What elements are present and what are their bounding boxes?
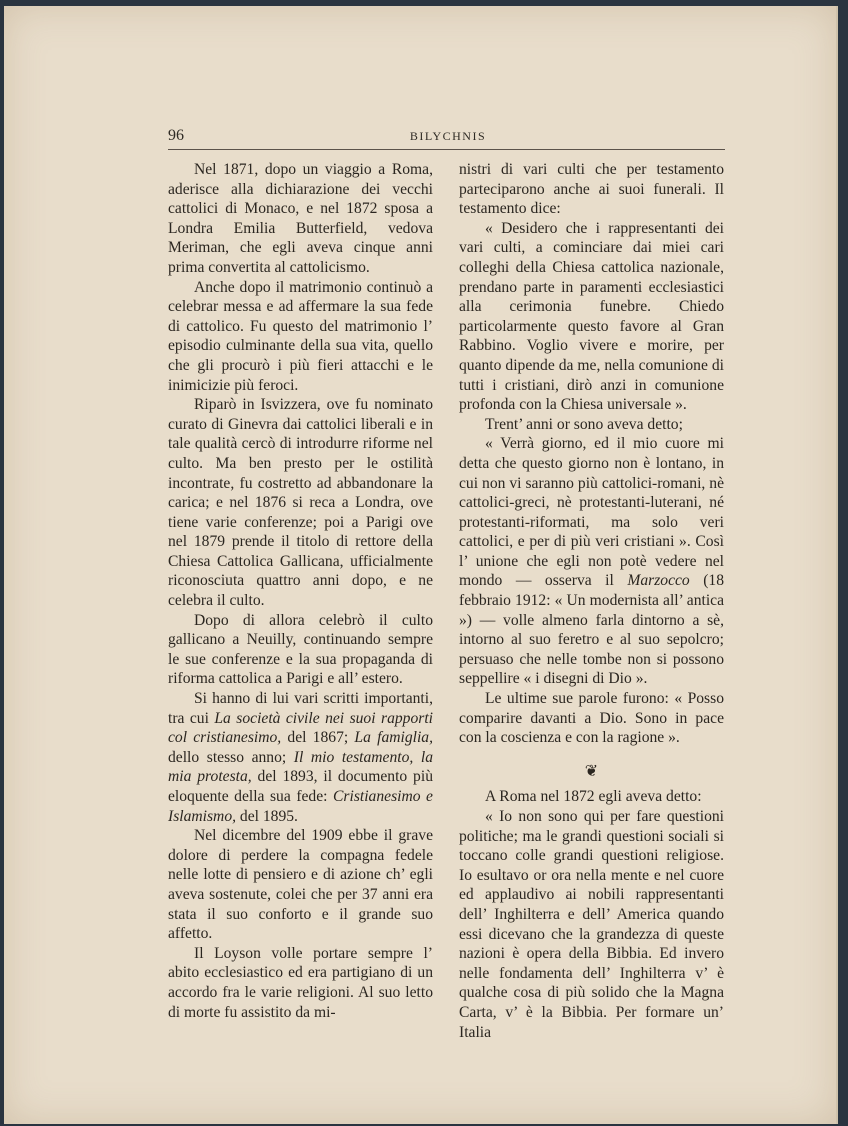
writings-text: dello stesso anno; [168, 748, 294, 766]
paragraph: A Roma nel 1872 egli aveva detto: [485, 788, 702, 806]
work-title: Il mio testamento, la mia protesta, [168, 748, 434, 786]
paragraph: Dopo di allora celebrò il culto gallicano a Neuilly, continuando sempre le sue conferenze e la sua propaganda di riforma cattolica a Parigi e all’ estero. [168, 611, 433, 688]
work-title: Cristianesimo e Islamismo, [168, 788, 433, 825]
paragraph: Trent’ anni or sono aveva detto; [485, 415, 683, 433]
left-column [168, 160, 433, 1022]
writings-text: del 1895. [236, 807, 298, 825]
quote-text: « Verrà giorno, ed il mio cuore mi detta che questo giorno non è lontano, in cui non vi saranno più cattolici-romani, nè cattolici-greci, nè protestanti-luterani, né protestanti-riformati, ma solo veri cattolici, e per di più veri cristiani ». Così l’ unione che egli non potè vedere nel mondo — osserva il [459, 435, 724, 590]
testament-quote: « Desidero che i rappresentanti dei vari culti, a cominciare dai miei cari colleghi della Chiesa cattolica nazionale, prendano parte in paramenti ecclesiastici alla cerimonia funebre. Chiedo particolarmente questo favore al Gran Rabbino. Voglio vivere e morire, per quanto dipende da me, nella comunione di tutti i cristiani, dirò anzi in comunione profonda con la Chiesa universale ». [459, 219, 724, 414]
last-words-paragraph: Le ultime sue parole furono: « Posso comparire davanti a Dio. Sono in pace con la coscienza e con la ragione ». [459, 690, 724, 747]
paragraph: Nel dicembre del 1909 ebbe il grave dolore di perdere la compagna fedele nelle lotte di pensiero e di azione ch’ egli aveva sostenute, colei che per 37 anni era stata il suo conforto e il grande suo affetto. [168, 827, 433, 943]
journal-title: Marzocco [627, 572, 690, 590]
quote-text: (18 febbraio 1912: « Un modernista all’ antica ») — volle almeno farla dintorno a sè, intorno al suo feretro e al suo sepolcro; persuaso che nelle tombe non si possono seppellire « i disegni di Dio ». [459, 572, 725, 688]
page-number: 96 [168, 127, 184, 144]
quote-paragraph [459, 434, 724, 689]
writings-paragraph [168, 689, 433, 826]
speech-quote: « Io non sono qui per fare questioni politiche; ma le grandi questioni sociali si toccano colle grandi questioni religiose. Io esultavo or ora nella mente e nel cuore ed applaudivo ai nobili rappresentanti dell’ Inghilterra e dell’ America quando essi dicevano che la grandezza di queste nazioni è opera della Bibbia. Ed invero nelle fondamenta dell’ Inghilterra v’ è qualche cosa di più solido che la Magna Carta, v’ è la Bibbia. Per formare un’ Italia [459, 808, 724, 1041]
right-column [459, 160, 724, 1042]
writings-text: del 1893, il documento più eloquente della sua fede: [168, 768, 433, 805]
paragraph: nistri di vari culti che per testamento parteciparono anche ai suoi funerali. Il testamento dice: [459, 161, 724, 218]
paragraph: Nel 1871, dopo un viaggio a Roma, aderisce alla dichiarazione dei vecchi cattolici di Monaco, e nel 1872 sposa a Londra Emilia Butterfield, vedova Meriman, che egli aveva cinque anni prima convertita al cattolicismo. [168, 161, 433, 276]
paragraph: Anche dopo il matrimonio continuò a celebrar messa e ad affermare la sua fede di cattolico. Fu questo del matrimonio l’ episodio culminante della sua vita, quello che gli procurò i più fieri attacchi e le inimicizie più feroci. [168, 278, 433, 394]
work-title: La famiglia, [354, 729, 433, 747]
header-rule [168, 149, 725, 150]
running-head [168, 127, 728, 147]
writings-text: del 1867; [281, 729, 355, 747]
running-title: BILYCHNIS [409, 129, 487, 143]
paragraph: Riparò in Isvizzera, ove fu nominato curato di Ginevra dai cattolici liberali e in tale qualità cercò di introdurre riforme nel culto. Ma ben presto per le ostilità incontrate, fu costretto ad abbandonare la carica; e nel 1876 si reca a Londra, ove tiene varie conferenze; poi a Parigi ove nel 1879 prende il titolo di rettore della Chiesa Cattolica Gallicana, ufficialmente riconosciuta quattro anni dopo, e ne celebra il culto. [168, 396, 433, 610]
writings-intro: Si hanno di lui vari scritti importanti, tra cui [168, 690, 433, 727]
paragraph: Il Loyson volle portare sempre l’ abito ecclesiastico ed era partigiano di un accordo fra le varie religioni. Al suo letto di morte fu assistito da mi- [168, 944, 433, 1021]
ornament-icon: ❦ [584, 762, 599, 780]
work-title: La società civile nei suoi rapporti col cristianesimo, [168, 709, 433, 747]
